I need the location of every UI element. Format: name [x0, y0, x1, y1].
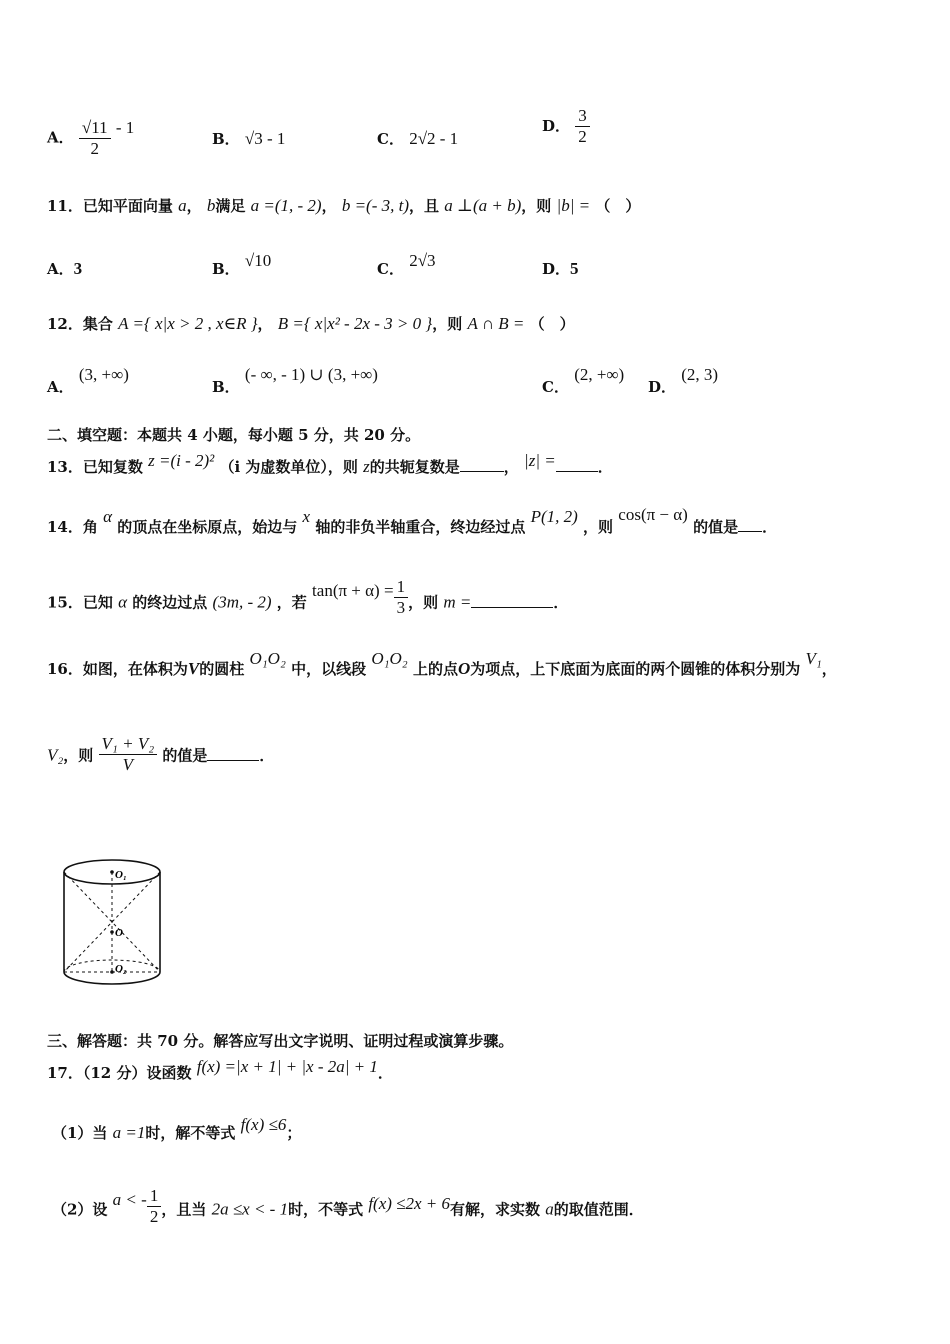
- option-value: 2√2 - 1: [409, 129, 459, 148]
- option-label: C．: [377, 130, 404, 148]
- q10-a-rest: - 1: [115, 117, 135, 137]
- option-label: B．: [212, 260, 240, 278]
- math-a: a: [178, 196, 187, 215]
- math-cond: a < -: [112, 1189, 147, 1209]
- q10-d-fraction: [575, 106, 590, 147]
- question-12: [47, 313, 575, 334]
- question-text: 的值是: [693, 518, 739, 536]
- question-14: [47, 505, 778, 537]
- option-label: B．: [212, 378, 240, 396]
- math-alpha: α: [103, 507, 113, 526]
- section-2-heading: 二、填空题：本题共 4 小题，每小题 5 分，共 20 分。: [47, 426, 421, 444]
- answer-blank[interactable]: [460, 471, 504, 472]
- fraction-numerator: 1: [147, 1186, 162, 1207]
- label-o1: O₁: [115, 869, 127, 881]
- question-17: [47, 1057, 393, 1083]
- question-text: ，则: [63, 746, 94, 765]
- option-value: 5: [570, 259, 579, 278]
- punct: ．: [377, 1064, 393, 1082]
- question-text: ，则: [408, 593, 439, 612]
- q16-fraction: [99, 734, 158, 775]
- math-point: P(1, 2): [530, 507, 578, 526]
- math-ineq: f(x) ≤6: [240, 1115, 287, 1134]
- question-text: 满足: [215, 197, 246, 215]
- answer-blank[interactable]: [207, 760, 259, 761]
- punct: ，: [821, 660, 837, 678]
- fraction-numerator: 1: [394, 577, 409, 598]
- q11-option-c: [377, 250, 436, 278]
- math-set-b: B ={ x|x² - 2x - 3 > 0 }: [277, 314, 433, 333]
- label-o2: O₂: [115, 963, 127, 975]
- math-o1o2: O₁O₂: [249, 649, 286, 668]
- punct: ．: [762, 518, 778, 536]
- math-x: x: [302, 507, 311, 526]
- question-text: 上的点: [412, 660, 458, 678]
- option-value: (- ∞, - 1) ∪ (3, +∞): [244, 365, 378, 384]
- question-text: 集合: [82, 315, 113, 333]
- q12-option-c: [542, 364, 625, 396]
- option-label: B．: [212, 130, 240, 148]
- question-17-part-1: [52, 1115, 302, 1143]
- math-expr: f(x) =|x + 1| + |x - 2a| + 1: [196, 1057, 378, 1076]
- math-cond: a =1: [112, 1123, 146, 1142]
- option-label: D．: [542, 116, 571, 135]
- question-text: 的共轭复数是: [369, 458, 460, 476]
- question-text: 有解，求实数: [450, 1200, 541, 1219]
- question-text: 角: [82, 518, 98, 536]
- math-expr: tan(π + α) =: [312, 580, 394, 600]
- option-value: 2√3: [409, 251, 436, 270]
- math-b: b: [206, 196, 216, 215]
- option-value: √3 - 1: [244, 129, 286, 148]
- question-13: [47, 451, 613, 477]
- q10-option-b: [212, 128, 285, 149]
- math-expr: a =(1, - 2): [250, 196, 322, 215]
- math-expr: b =(- 3, t): [341, 196, 410, 215]
- q12-option-b: [212, 364, 378, 396]
- math-expr: |b| =: [556, 196, 591, 215]
- punct: ，: [503, 458, 519, 476]
- cylinder-figure: [52, 852, 172, 998]
- question-text: 已知平面向量: [82, 197, 173, 215]
- q12-option-d: [648, 364, 719, 396]
- fraction-numerator: V₁ + V₂: [99, 734, 158, 755]
- option-value: (2, +∞): [574, 365, 625, 384]
- option-label: D．: [542, 260, 571, 278]
- q15-fraction: [394, 577, 409, 618]
- punct: ，: [257, 315, 273, 333]
- question-16: [47, 649, 837, 679]
- question-text: 中，以线段: [291, 660, 367, 678]
- question-text: ，若: [276, 593, 307, 612]
- q11-option-b: [212, 250, 272, 278]
- math-expr: a ⊥(a + b): [444, 196, 522, 215]
- option-value: 3: [73, 259, 83, 278]
- math-expr: z =(i - 2)²: [148, 451, 215, 470]
- fraction-denominator: V: [122, 755, 134, 774]
- q10-option-a: [47, 118, 134, 159]
- punct: ；: [286, 1124, 302, 1142]
- question-number: 17．: [47, 1064, 83, 1082]
- question-16-cont: [47, 736, 274, 777]
- q11-option-d: [542, 258, 579, 279]
- question-text: 的取值范围．: [553, 1200, 644, 1219]
- question-text: 已知: [82, 593, 113, 612]
- question-text: 轴的非负半轴重合，终边经过点: [315, 518, 526, 536]
- question-text: （12 分）设函数: [82, 1064, 192, 1082]
- part-label: （2）设: [52, 1200, 108, 1219]
- math-ineq: f(x) ≤2x + 6: [368, 1193, 451, 1213]
- answer-paren: （ ）: [595, 197, 641, 215]
- math-expr: |z| =: [524, 451, 556, 470]
- math-o: O: [457, 659, 471, 678]
- math-m: m =: [443, 592, 472, 612]
- math-v: V: [187, 659, 200, 678]
- question-number: 13．: [47, 458, 83, 476]
- fraction-numerator: √11: [81, 118, 108, 137]
- q10-option-d: [542, 106, 590, 147]
- question-15: [47, 577, 569, 624]
- fraction-denominator: 3: [396, 598, 406, 617]
- question-text: 为项点，上下底面为底面的两个圆锥的体积分别为: [470, 660, 801, 678]
- math-point: (3m, - 2): [212, 592, 272, 612]
- punct: ，: [186, 197, 202, 215]
- answer-paren: （ ）: [529, 315, 575, 333]
- q10-a-fraction: [79, 118, 111, 159]
- punct: ．: [597, 458, 613, 476]
- option-label: A．: [47, 260, 74, 278]
- question-text: 的顶点在坐标原点，始边与: [117, 518, 298, 536]
- math-expr: A ∩ B =: [467, 314, 525, 333]
- math-alpha: α: [118, 592, 128, 612]
- fraction-denominator: 2: [578, 127, 587, 146]
- question-number: 12．: [47, 315, 83, 333]
- section-3-heading: 三、解答题：共 70 分。解答应写出文字说明、证明过程或演算步骤。: [47, 1032, 514, 1050]
- option-label: D．: [648, 378, 677, 396]
- question-text: 如图，在体积为: [82, 660, 188, 678]
- question-text: ，则: [432, 315, 463, 333]
- question-number: 15．: [47, 593, 83, 612]
- question-text: 已知复数: [82, 458, 143, 476]
- question-17-part-2: [52, 1186, 644, 1231]
- question-number: 16．: [47, 660, 83, 678]
- q12-option-a: [47, 364, 129, 396]
- math-set-a: A ={ x|x > 2 , x∈R }: [118, 314, 258, 333]
- q17-fraction: [147, 1186, 162, 1227]
- option-value: (2, 3): [681, 365, 719, 384]
- option-label: C．: [377, 260, 404, 278]
- question-text: 时，解不等式: [145, 1124, 236, 1142]
- math-o1o2: O₁O₂: [371, 649, 408, 668]
- question-text: （i 为虚数单位），则: [219, 458, 358, 476]
- option-label: A．: [47, 378, 74, 396]
- question-number: 11．: [47, 197, 83, 215]
- math-v1: V₁: [805, 649, 822, 668]
- option-label: C．: [542, 378, 569, 396]
- label-o: O: [115, 927, 123, 939]
- q10-option-c: [377, 128, 458, 149]
- answer-blank[interactable]: [556, 471, 598, 472]
- option-value: √10: [244, 251, 272, 270]
- fraction-numerator: 3: [575, 106, 590, 127]
- fraction-denominator: 2: [90, 139, 99, 158]
- math-z: z: [363, 457, 370, 476]
- punct: ．: [553, 593, 569, 612]
- answer-blank[interactable]: [471, 607, 553, 608]
- question-text: ，且: [409, 197, 440, 215]
- question-text: 的终边过点: [132, 593, 208, 612]
- question-11: 11．已知平面向量 a， b满足 a =(1, - 2)， b =(- 3, t)，且 a ⊥(a + b)，则 |b| = （ ）: [47, 196, 641, 215]
- question-text: ，则: [583, 518, 614, 536]
- question-text: ，则: [521, 197, 552, 215]
- q11-option-a: [47, 258, 82, 279]
- math-v2: V₂: [47, 745, 64, 765]
- answer-blank[interactable]: [738, 531, 762, 532]
- question-text: 的圆柱: [199, 660, 245, 678]
- option-label: A．: [47, 128, 74, 147]
- option-value: (3, +∞): [78, 365, 129, 384]
- question-text: 的值是: [162, 746, 208, 765]
- fraction-denominator: 2: [149, 1207, 159, 1226]
- part-label: （1）当: [52, 1124, 108, 1142]
- question-number: 14．: [47, 518, 83, 536]
- math-range: 2a ≤x < - 1: [211, 1199, 289, 1219]
- question-text: 时，不等式: [288, 1200, 364, 1219]
- punct: ．: [259, 746, 275, 765]
- math-expr: cos(π − α): [618, 505, 688, 524]
- question-text: ，且当: [161, 1200, 207, 1219]
- math-a: a: [545, 1199, 554, 1219]
